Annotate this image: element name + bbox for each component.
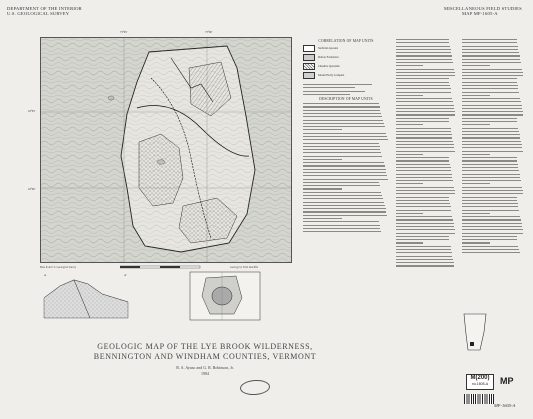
text-line	[462, 203, 518, 204]
series-line-2: MAP MF-1605-A	[462, 11, 498, 17]
text-line	[396, 213, 423, 214]
text-line	[396, 233, 455, 234]
text-line	[303, 188, 342, 189]
text-line	[303, 159, 342, 160]
text-line	[462, 55, 520, 56]
text-line	[462, 167, 518, 168]
legend-swatch	[303, 45, 315, 52]
text-line	[396, 177, 452, 178]
legend-column	[303, 37, 389, 303]
text-line	[462, 69, 522, 70]
text-line	[396, 137, 452, 138]
catalog-id: M(200)	[470, 375, 490, 381]
text-line	[303, 225, 380, 226]
text-line	[396, 252, 452, 253]
header-left	[7, 6, 82, 17]
text-line	[462, 98, 520, 99]
text-line	[462, 160, 517, 161]
text-line	[396, 239, 449, 240]
text-line	[396, 265, 454, 266]
text-line	[303, 192, 381, 193]
text-line	[462, 233, 523, 234]
text-line	[462, 105, 522, 106]
text-line	[396, 55, 452, 56]
text-line	[303, 185, 380, 186]
text-line	[462, 180, 521, 181]
text-line	[462, 52, 519, 53]
text-line	[396, 262, 454, 263]
text-line	[462, 183, 490, 184]
description-text-lines	[303, 103, 389, 232]
text-line	[396, 210, 451, 211]
series-line-1: MISCELLANEOUS FIELD STUDIES	[444, 6, 522, 11]
legend-item	[303, 45, 389, 52]
text-line	[462, 249, 519, 250]
text-line	[396, 88, 451, 89]
latitude-label-2: 43°00'	[28, 188, 36, 191]
text-line	[462, 154, 490, 155]
legend-item-label: Cheshire Quartzite	[318, 64, 340, 68]
legend-item-label: Dalton Formation	[318, 55, 339, 59]
text-line	[462, 141, 521, 142]
text-line	[396, 59, 452, 60]
text-line	[462, 92, 519, 93]
text-line	[303, 162, 384, 163]
text-line	[303, 175, 387, 176]
text-line	[303, 172, 386, 173]
text-lines	[396, 39, 456, 267]
text-line	[396, 128, 451, 129]
base-credit: Base from U.S. Geological Survey	[40, 266, 77, 269]
text-line	[396, 170, 451, 171]
text-line	[303, 126, 385, 127]
text-line	[462, 88, 518, 89]
text-line	[462, 170, 519, 171]
text-line	[303, 129, 342, 130]
text-line	[396, 46, 450, 47]
text-line	[462, 78, 517, 79]
text-line	[303, 146, 380, 147]
text-line	[462, 65, 490, 66]
text-line	[462, 49, 518, 50]
text-line	[396, 246, 451, 247]
text-line	[303, 208, 386, 209]
text-column-2	[462, 37, 524, 299]
longitude-label-2: 73°00'	[205, 31, 213, 34]
text-line	[462, 144, 522, 145]
text-line	[462, 210, 519, 211]
text-line	[396, 174, 452, 175]
text-line	[462, 114, 523, 115]
text-line	[396, 197, 449, 198]
text-line	[303, 110, 380, 111]
text-line	[396, 49, 451, 50]
agency-line-2: U.S. GEOLOGICAL SURVEY	[7, 11, 70, 17]
text-line	[303, 179, 388, 180]
handwritten-note: MF-1605-A	[494, 403, 516, 408]
text-line	[303, 133, 386, 134]
text-line	[396, 141, 453, 142]
text-line	[396, 69, 454, 70]
title-block	[60, 342, 350, 376]
vermont-locator-map	[452, 312, 494, 352]
text-line	[396, 42, 449, 43]
text-line	[462, 147, 522, 148]
text-line	[396, 65, 423, 66]
text-line	[462, 223, 522, 224]
text-line	[303, 152, 381, 153]
legend-item-label: Surficial deposits	[318, 46, 339, 50]
index-map	[176, 268, 272, 324]
text-line	[462, 124, 490, 125]
text-line	[462, 242, 490, 243]
text-line	[462, 128, 518, 129]
text-line	[396, 62, 453, 63]
text-line	[396, 39, 449, 40]
catalog-sub: no.1605-A	[471, 382, 489, 386]
text-line	[462, 121, 517, 122]
text-line	[462, 62, 521, 63]
geologic-map-drawing	[41, 38, 291, 262]
map-title-line-2: BENNINGTON AND WINDHAM COUNTIES, VERMONT	[93, 351, 317, 361]
text-line	[462, 108, 522, 109]
text-line	[462, 174, 520, 175]
geologic-map	[40, 37, 292, 263]
text-line	[303, 198, 383, 199]
text-line	[303, 195, 382, 196]
agency-line-1: DEPARTMENT OF THE INTERIOR	[7, 6, 82, 11]
text-line	[396, 167, 451, 168]
legend-title: CORRELATION OF MAP UNITS	[318, 39, 374, 43]
text-line	[462, 252, 520, 253]
text-line	[303, 215, 387, 216]
section-label-a: A	[44, 273, 47, 277]
text-line	[396, 203, 450, 204]
text-line	[462, 219, 521, 220]
text-line	[462, 239, 517, 240]
text-line	[396, 249, 451, 250]
text-line	[462, 85, 518, 86]
text-line	[396, 101, 453, 102]
text-line	[462, 206, 518, 207]
text-line	[303, 202, 384, 203]
header-right	[444, 6, 522, 17]
geology-credit: Geology by N.M. Ratcliffe	[230, 266, 258, 269]
latitude-label-1: 43°05'	[28, 110, 36, 113]
text-line	[396, 98, 452, 99]
text-line	[462, 190, 523, 191]
map-title-line-1: GEOLOGIC MAP OF THE LYE BROOK WILDERNESS,	[97, 342, 313, 351]
text-column-1	[396, 37, 456, 299]
text-line	[462, 157, 517, 158]
text-line	[396, 259, 453, 260]
text-line	[462, 131, 519, 132]
text-line	[303, 120, 383, 121]
text-line	[396, 190, 455, 191]
section-label-b: A'	[124, 273, 127, 277]
text-line	[303, 231, 381, 232]
text-line	[396, 124, 423, 125]
text-line	[303, 106, 380, 107]
text-line	[303, 228, 380, 229]
text-line	[396, 154, 423, 155]
text-line	[396, 256, 452, 257]
text-line	[462, 229, 523, 230]
text-line	[396, 200, 449, 201]
text-line	[396, 180, 453, 181]
text-line	[303, 143, 379, 144]
text-line	[462, 151, 523, 152]
text-line	[396, 72, 455, 73]
text-line	[396, 111, 455, 112]
text-line	[462, 236, 517, 237]
text-line	[396, 144, 454, 145]
text-line	[303, 149, 380, 150]
description-title: DESCRIPTION OF MAP UNITS	[319, 97, 373, 102]
text-line	[396, 118, 449, 119]
legend-swatch	[303, 54, 315, 61]
text-line	[462, 82, 517, 83]
legend-item-label: Mount Holly Complex	[318, 73, 345, 77]
text-line	[396, 229, 455, 230]
text-line	[462, 59, 520, 60]
text-line	[396, 151, 455, 152]
text-line	[303, 139, 388, 140]
text-line	[303, 169, 386, 170]
text-line	[396, 242, 423, 243]
text-line	[396, 114, 455, 115]
text-line	[303, 113, 381, 114]
legend-item	[303, 72, 389, 79]
map-year: 1984	[201, 371, 209, 376]
text-line	[462, 193, 523, 194]
text-line	[396, 164, 450, 165]
text-line	[396, 85, 450, 86]
text-line	[396, 82, 449, 83]
text-lines	[462, 39, 524, 253]
text-line	[396, 183, 423, 184]
text-line	[396, 193, 455, 194]
legend-item	[303, 63, 389, 70]
text-line	[303, 221, 379, 222]
text-line	[462, 187, 522, 188]
text-line	[396, 95, 423, 96]
text-line	[303, 103, 379, 104]
longitude-label-1: 73°05'	[120, 31, 128, 34]
legend-item	[303, 54, 389, 61]
text-line	[303, 205, 385, 206]
text-line	[462, 197, 517, 198]
text-line	[303, 211, 386, 212]
text-line	[396, 121, 449, 122]
text-line	[303, 218, 342, 219]
legend-swatch	[303, 63, 315, 70]
legend-swatch	[303, 72, 315, 79]
text-line	[396, 226, 454, 227]
text-line	[303, 123, 384, 124]
date-stamp	[240, 379, 271, 396]
text-line	[396, 147, 454, 148]
text-line	[396, 92, 451, 93]
text-line	[396, 216, 452, 217]
text-line	[462, 42, 517, 43]
text-line	[396, 105, 454, 106]
text-line	[396, 131, 451, 132]
text-line	[462, 111, 523, 112]
text-line	[462, 118, 517, 119]
text-line	[303, 165, 385, 166]
text-line	[396, 223, 454, 224]
text-line	[462, 246, 518, 247]
text-line	[462, 137, 520, 138]
text-line	[396, 160, 449, 161]
text-line	[462, 72, 523, 73]
text-line	[462, 213, 490, 214]
text-line	[396, 206, 451, 207]
catalog-id-box	[466, 374, 494, 390]
text-line	[462, 164, 518, 165]
text-line	[396, 219, 453, 220]
text-line	[462, 39, 517, 40]
text-line	[462, 95, 490, 96]
text-line	[396, 187, 454, 188]
text-line	[462, 46, 518, 47]
text-line	[396, 52, 451, 53]
text-line	[462, 75, 523, 76]
text-line	[462, 216, 520, 217]
text-line	[462, 226, 522, 227]
text-line	[462, 134, 520, 135]
cross-section	[40, 268, 132, 322]
text-line	[396, 157, 449, 158]
text-line	[396, 78, 449, 79]
text-line	[462, 177, 520, 178]
mp-stamp: MP	[500, 376, 514, 386]
text-line	[396, 236, 449, 237]
map-authors: R. A. Ayuso and G. R. Robinson, Jr.	[176, 365, 234, 370]
text-line	[303, 116, 382, 117]
text-line	[462, 101, 521, 102]
text-line	[396, 134, 452, 135]
barcode	[464, 394, 494, 404]
text-line	[303, 156, 382, 157]
text-line	[462, 200, 517, 201]
text-line	[396, 75, 455, 76]
text-line	[303, 182, 379, 183]
text-line	[303, 136, 387, 137]
text-line	[396, 108, 454, 109]
